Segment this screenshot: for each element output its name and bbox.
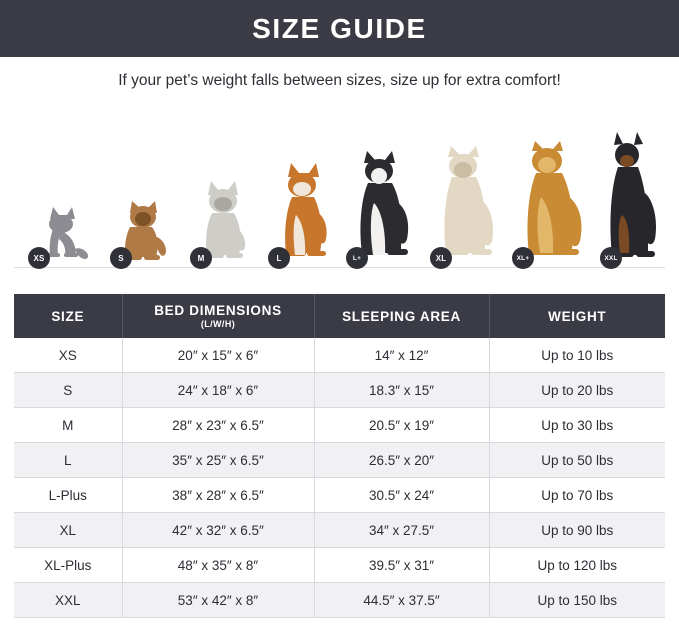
size-badge-xl: XL [430,247,452,269]
cell-weight: Up to 150 lbs [489,583,665,618]
table-row [14,548,665,583]
cell-size: S [14,373,122,408]
cell-size: L [14,443,122,478]
size-badge-s: S [110,247,132,269]
column-header-size-label: SIZE [51,308,85,324]
table-header-row [14,294,665,338]
golden-retriever-silhouette [512,137,598,265]
cell-dimensions: 53″ x 42″ x 8″ [122,583,314,618]
subtitle-text: If your pet’s weight falls between sizes, size up for extra comfort! [118,72,561,89]
table-row [14,513,665,548]
cell-weight: Up to 90 lbs [489,513,665,548]
doberman-silhouette [600,131,664,265]
cell-dimensions: 35″ x 25″ x 6.5″ [122,443,314,478]
cell-size: XS [14,338,122,373]
size-badge-l: L [268,247,290,269]
cell-size: L-Plus [14,478,122,513]
column-header-bed-dimensions-sub: (L/W/H) [200,319,236,329]
cell-dimensions: 28″ x 23″ x 6.5″ [122,408,314,443]
column-header-sleeping-area [314,294,489,338]
size-badge-m: M [190,247,212,269]
cell-sleeping-area: 14″ x 12″ [314,338,489,373]
pet-figure-l-plus [346,147,424,265]
table-row [14,583,665,618]
cell-dimensions: 42″ x 32″ x 6.5″ [122,513,314,548]
cell-weight: Up to 30 lbs [489,408,665,443]
pet-figure-xl [430,143,508,265]
column-header-sleeping-area-label: SLEEPING AREA [342,308,461,324]
cell-sleeping-area: 30.5″ x 24″ [314,478,489,513]
column-header-weight-label: WEIGHT [548,308,607,324]
cell-sleeping-area: 20.5″ x 19″ [314,408,489,443]
column-header-bed-dimensions-label: BED DIMENSIONS [154,303,282,318]
cell-weight: Up to 20 lbs [489,373,665,408]
cell-size: XL [14,513,122,548]
cell-weight: Up to 120 lbs [489,548,665,583]
table-row [14,408,665,443]
size-badge-xxl: XXL [600,247,622,269]
cell-dimensions: 24″ x 18″ x 6″ [122,373,314,408]
header-bar [0,0,679,57]
cell-dimensions: 20″ x 15″ x 6″ [122,338,314,373]
column-header-weight [489,294,665,338]
pet-figure-xs [28,193,100,265]
table-row [14,478,665,513]
size-badge-xs: XS [28,247,50,269]
column-header-size [14,294,122,338]
pet-figure-l [268,159,340,265]
cell-size: XXL [14,583,122,618]
cell-size: M [14,408,122,443]
cell-sleeping-area: 26.5″ x 20″ [314,443,489,478]
size-table [14,294,665,618]
pet-figure-xxl [600,131,664,265]
cell-dimensions: 48″ x 35″ x 8″ [122,548,314,583]
cell-weight: Up to 10 lbs [489,338,665,373]
table-row [14,338,665,373]
cell-dimensions: 38″ x 28″ x 6.5″ [122,478,314,513]
pet-figure-s [110,183,180,265]
pet-figure-xl-plus [512,137,598,265]
size-badge-xl-plus: XL+ [512,247,534,269]
size-table-wrapper [14,294,665,618]
cell-weight: Up to 50 lbs [489,443,665,478]
cell-weight: Up to 70 lbs [489,478,665,513]
table-body [14,338,665,618]
table-header [14,294,665,338]
cell-sleeping-area: 39.5″ x 31″ [314,548,489,583]
table-row [14,443,665,478]
column-header-bed-dimensions [122,294,314,338]
pet-silhouette-strip [14,128,665,273]
table-row [14,373,665,408]
pet-figure-m [190,173,260,265]
cell-sleeping-area: 44.5″ x 37.5″ [314,583,489,618]
size-badge-l-plus: L+ [346,247,368,269]
cell-size: XL-Plus [14,548,122,583]
page-title: SIZE GUIDE [252,12,427,44]
cell-sleeping-area: 18.3″ x 15″ [314,373,489,408]
baseline-divider [14,267,665,268]
cell-sleeping-area: 34″ x 27.5″ [314,513,489,548]
